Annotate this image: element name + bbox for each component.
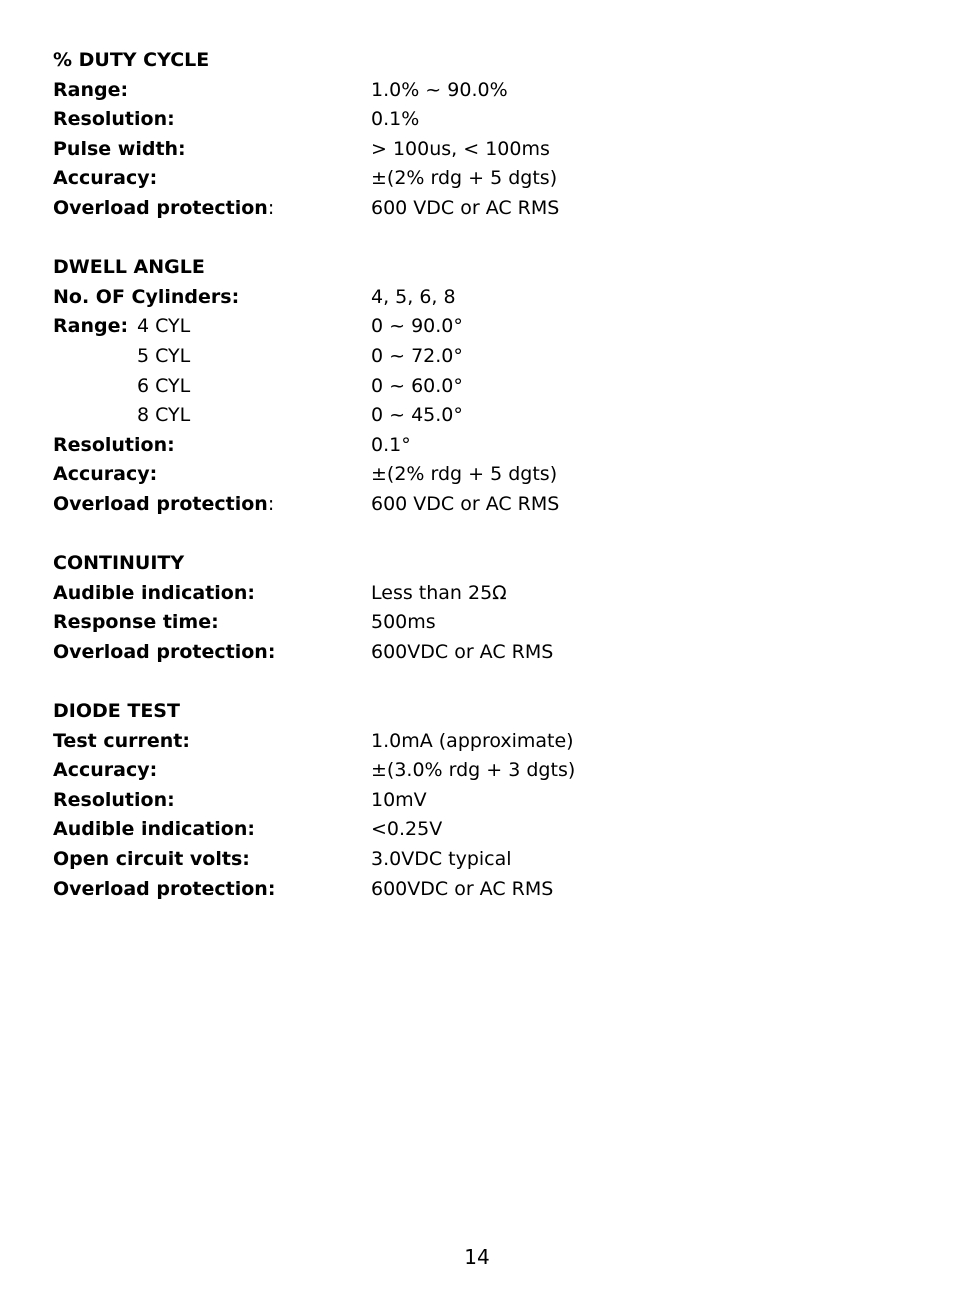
spec-label: Audible indication: bbox=[53, 818, 255, 841]
spec-row bbox=[53, 490, 913, 520]
spec-label: Resolution: bbox=[53, 108, 175, 131]
spec-label: Resolution: bbox=[53, 433, 175, 456]
spec-value: 10mV bbox=[371, 788, 427, 811]
spec-label: Range: bbox=[53, 78, 129, 101]
spec-value: 3.0VDC typical bbox=[371, 848, 512, 871]
spec-label: Audible indication: bbox=[53, 581, 255, 604]
section-duty-cycle bbox=[53, 46, 913, 224]
spec-row bbox=[53, 194, 913, 224]
spec-row bbox=[53, 727, 913, 757]
spec-row bbox=[53, 401, 913, 431]
spec-label: Resolution: bbox=[53, 788, 175, 811]
spec-value: > 100us, < 100ms bbox=[371, 137, 550, 160]
spec-value: 0 ~ 72.0° bbox=[371, 344, 463, 367]
spec-row bbox=[53, 845, 913, 875]
spec-row bbox=[53, 312, 913, 342]
spec-label: Overload protection: bbox=[53, 640, 276, 663]
section-dwell-angle bbox=[53, 253, 913, 519]
spec-value: ±(2% rdg + 5 dgts) bbox=[371, 167, 558, 190]
spec-row bbox=[53, 342, 913, 372]
spec-value: ±(2% rdg + 5 dgts) bbox=[371, 463, 558, 486]
spec-value: Less than 25Ω bbox=[371, 581, 507, 604]
spec-label: Overload protection: bbox=[53, 877, 276, 900]
spec-row bbox=[53, 638, 913, 668]
spec-label: Accuracy: bbox=[53, 167, 158, 190]
spec-value: 0.1% bbox=[371, 108, 420, 131]
spec-sublabel: 6 CYL bbox=[137, 374, 191, 397]
section-title: % DUTY CYCLE bbox=[53, 49, 210, 71]
spec-row bbox=[53, 756, 913, 786]
spec-label-colon: : bbox=[267, 492, 275, 515]
spec-value: 4, 5, 6, 8 bbox=[371, 285, 456, 308]
spec-label: Range: bbox=[53, 315, 129, 338]
spec-value: 600VDC or AC RMS bbox=[371, 640, 554, 663]
spec-row bbox=[53, 786, 913, 816]
spec-sublabel: 4 CYL bbox=[137, 315, 191, 338]
spec-row bbox=[53, 76, 913, 106]
spec-label: No. OF Cylinders: bbox=[53, 285, 240, 308]
spec-label: Accuracy: bbox=[53, 463, 158, 486]
spec-label-colon: : bbox=[267, 196, 275, 219]
spec-label: Test current: bbox=[53, 729, 190, 752]
spec-row bbox=[53, 608, 913, 638]
section-continuity bbox=[53, 549, 913, 667]
spec-label: Open circuit volts: bbox=[53, 848, 250, 871]
spec-row bbox=[53, 815, 913, 845]
spec-row bbox=[53, 579, 913, 609]
spec-row bbox=[53, 460, 913, 490]
spec-row bbox=[53, 431, 913, 461]
spec-label: Response time: bbox=[53, 611, 219, 634]
spec-row bbox=[53, 875, 913, 905]
spec-value: ±(3.0% rdg + 3 dgts) bbox=[371, 759, 576, 782]
section-diode-test bbox=[53, 697, 913, 904]
spec-row bbox=[53, 164, 913, 194]
section-title: CONTINUITY bbox=[53, 552, 185, 575]
spec-value: 600 VDC or AC RMS bbox=[371, 196, 560, 219]
spec-value: 0 ~ 60.0° bbox=[371, 374, 463, 397]
spec-sublabel: 5 CYL bbox=[137, 344, 191, 367]
page-number: 14 bbox=[464, 1245, 490, 1269]
spec-sublabel: 8 CYL bbox=[137, 404, 191, 427]
spec-value: 0 ~ 45.0° bbox=[371, 404, 463, 427]
spec-page bbox=[53, 46, 913, 934]
section-title: DIODE TEST bbox=[53, 700, 180, 723]
spec-label: Pulse width: bbox=[53, 137, 186, 160]
spec-value: 1.0% ~ 90.0% bbox=[371, 78, 508, 101]
spec-value: 0.1° bbox=[371, 433, 411, 456]
section-title: DWELL ANGLE bbox=[53, 256, 205, 279]
spec-row bbox=[53, 105, 913, 135]
spec-label: Overload protection bbox=[53, 196, 268, 219]
spec-value: <0.25V bbox=[371, 818, 443, 841]
spec-row bbox=[53, 283, 913, 313]
spec-row bbox=[53, 135, 913, 165]
spec-value: 600VDC or AC RMS bbox=[371, 877, 554, 900]
spec-value: 1.0mA (approximate) bbox=[371, 729, 574, 752]
spec-row bbox=[53, 372, 913, 402]
spec-label: Overload protection bbox=[53, 492, 268, 515]
spec-value: 0 ~ 90.0° bbox=[371, 315, 463, 338]
spec-value: 500ms bbox=[371, 611, 436, 634]
spec-value: 600 VDC or AC RMS bbox=[371, 492, 560, 515]
spec-label: Accuracy: bbox=[53, 759, 158, 782]
